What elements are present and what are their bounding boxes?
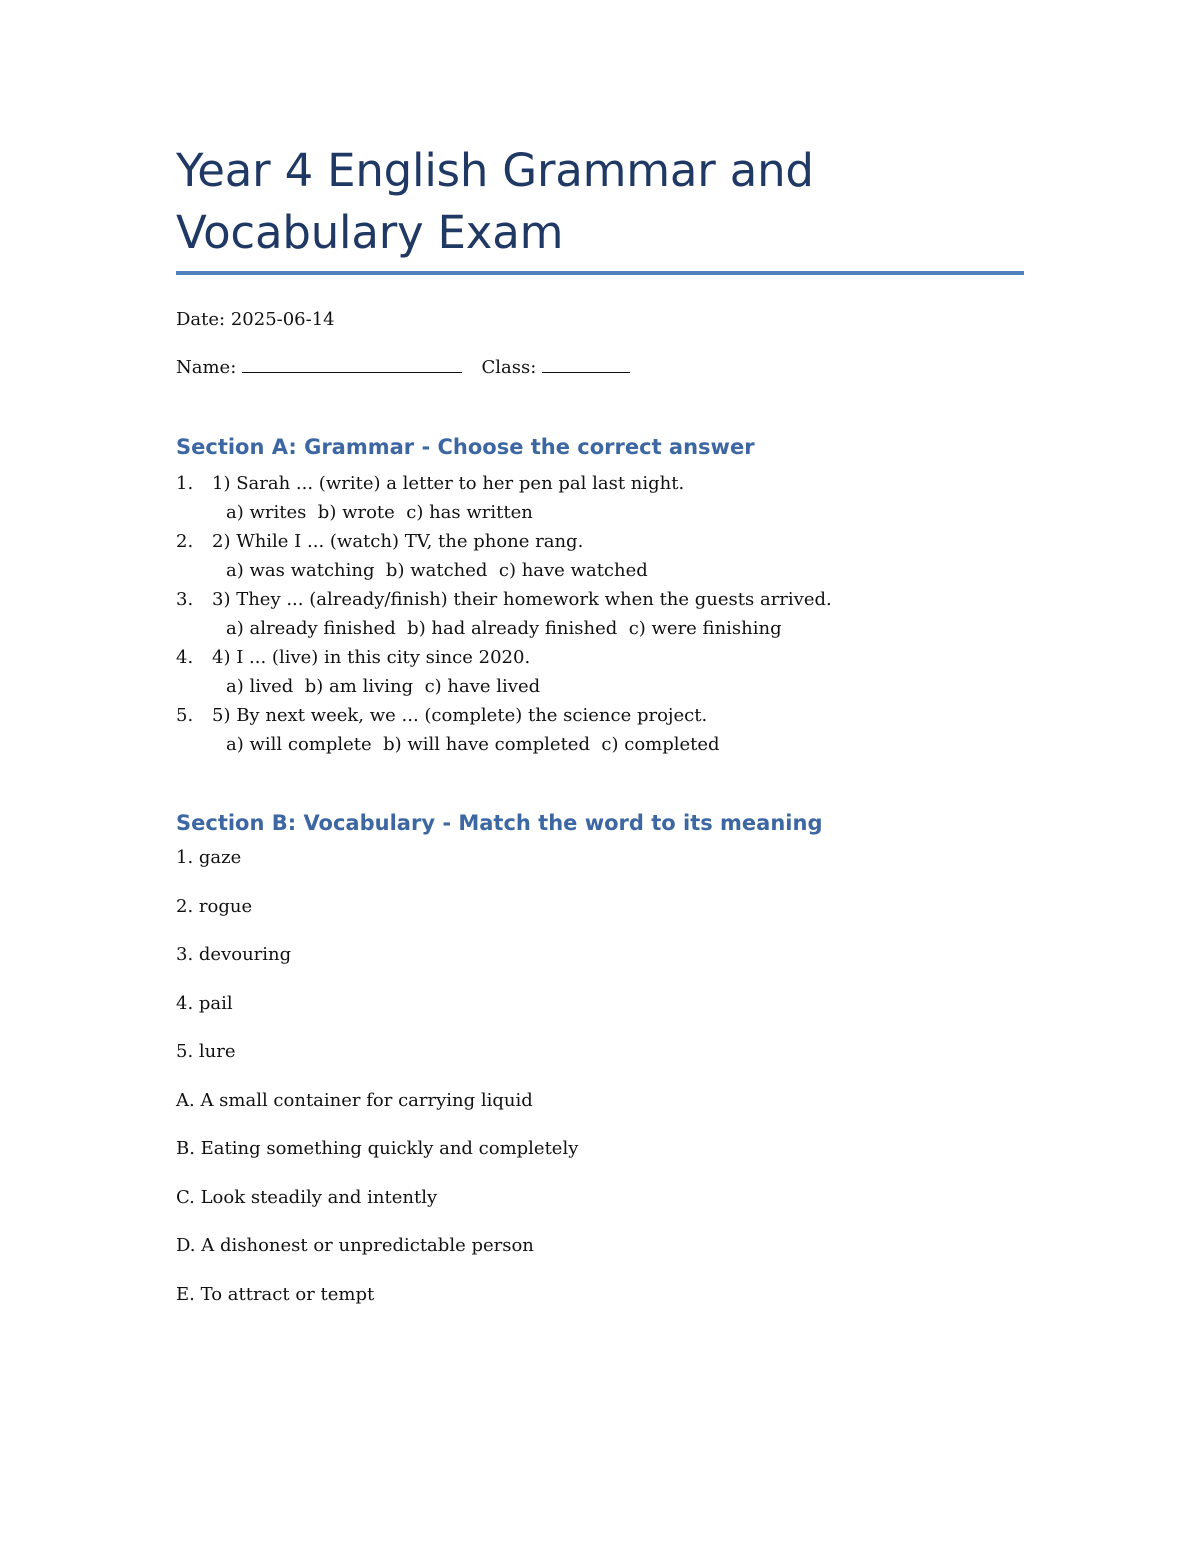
question-text: 5) By next week, we ... (complete) the science project.	[212, 705, 708, 726]
question-text: 1) Sarah ... (write) a letter to her pen pal last night.	[212, 473, 685, 494]
question-options: a) was watching b) watched c) have watched	[226, 560, 648, 581]
vocab-word: 3. devouring	[176, 944, 292, 965]
vocab-meaning: C. Look steadily and intently	[176, 1187, 438, 1208]
section-b-heading: Section B: Vocabulary - Match the word to its meaning	[176, 811, 823, 835]
question-text: 3) They ... (already/finish) their homework when the guests arrived.	[212, 589, 832, 610]
vocab-word: 1. gaze	[176, 847, 242, 868]
question-number: 4.	[176, 647, 194, 668]
vocab-meaning: E. To attract or tempt	[176, 1284, 375, 1305]
name-label: Name:	[176, 357, 237, 378]
vocab-meaning: B. Eating something quickly and completely	[176, 1138, 579, 1159]
question-number: 5.	[176, 705, 194, 726]
class-label: Class:	[481, 357, 537, 378]
vocab-meaning: A. A small container for carrying liquid	[176, 1090, 533, 1111]
question-text: 2) While I ... (watch) TV, the phone rang.	[212, 531, 584, 552]
document-title: Year 4 English Grammar and Vocabulary Exam	[176, 144, 814, 259]
title-divider	[176, 271, 1024, 275]
vocab-word: 4. pail	[176, 993, 233, 1014]
vocab-word: 5. lure	[176, 1041, 236, 1062]
question-options: a) already finished b) had already finished c) were finishing	[226, 618, 782, 639]
name-blank	[242, 356, 462, 373]
date-line: Date: 2025-06-14	[176, 309, 335, 330]
question-options: a) writes b) wrote c) has written	[226, 502, 533, 523]
question-options: a) lived b) am living c) have lived	[226, 676, 541, 697]
name-class-line	[176, 356, 630, 380]
class-blank	[542, 356, 630, 373]
question-number: 1.	[176, 473, 194, 494]
question-options: a) will complete b) will have completed c) completed	[226, 734, 720, 755]
question-text: 4) I ... (live) in this city since 2020.	[212, 647, 531, 668]
question-number: 2.	[176, 531, 194, 552]
vocab-word: 2. rogue	[176, 896, 253, 917]
vocab-meaning: D. A dishonest or unpredictable person	[176, 1235, 534, 1256]
question-number: 3.	[176, 589, 194, 610]
section-a-heading: Section A: Grammar - Choose the correct answer	[176, 435, 755, 459]
